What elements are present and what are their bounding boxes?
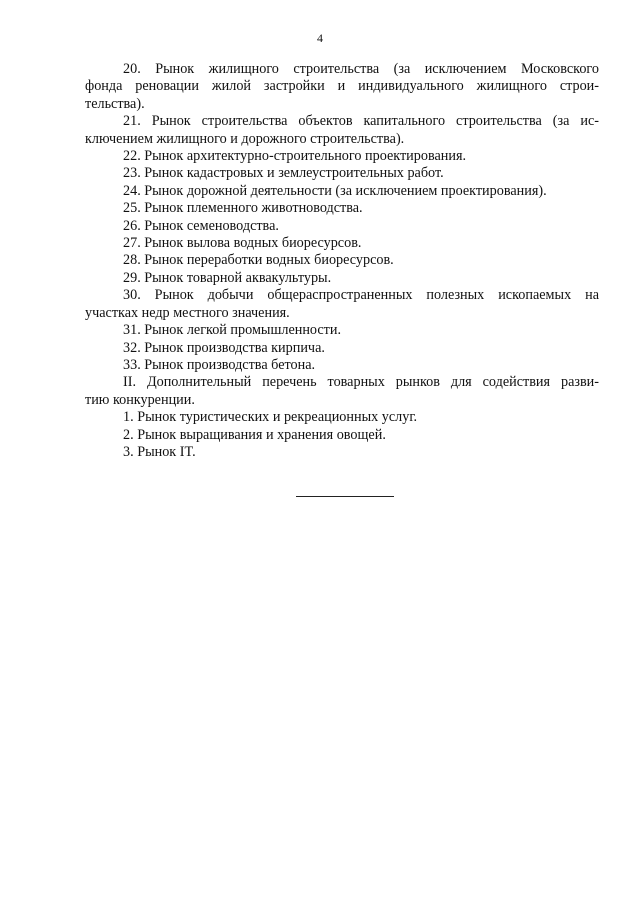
text-line: фонда реновации жилой застройки и индивидуального жилищного строи- [85,78,599,95]
list-item-24 [85,183,599,200]
page-number: 4 [317,31,323,45]
text-line: 2. Рынок выращивания и хранения овощей. [123,426,386,443]
list-item-22 [85,148,599,165]
list-item-33 [85,357,599,374]
list-item-add-3 [85,444,599,461]
text-line: 33. Рынок производства бетона. [123,356,316,373]
text-line: участках недр местного значения. [85,304,290,321]
list-item-31 [85,322,599,339]
text-line: 29. Рынок товарной аквакультуры. [123,269,332,286]
list-item-add-1 [85,409,599,426]
list-item-23 [85,165,599,182]
text-line: 20. Рынок жилищного строительства (за исключением Московского [123,61,599,77]
list-item-26 [85,218,599,235]
text-line: 27. Рынок вылова водных биоресурсов. [123,235,362,252]
list-item-20 [85,61,599,113]
text-line: 21. Рынок строительства объектов капитального строительства (за ис- [123,113,599,130]
text-line: тию конкуренции. [85,391,195,408]
end-of-document-rule [296,496,394,497]
text-line: 24. Рынок дорожной деятельности (за исключением проектирования). [123,182,547,199]
text-line: 31. Рынок легкой промышленности. [123,322,342,339]
document-body [85,61,599,461]
text-line: 26. Рынок семеноводства. [123,217,279,234]
text-line: 32. Рынок производства кирпича. [123,339,325,356]
text-line: 22. Рынок архитектурно-строительного проектирования. [123,148,467,165]
list-item-27 [85,235,599,252]
text-line: тельства). [85,95,145,112]
list-item-32 [85,340,599,357]
list-item-29 [85,270,599,287]
section-heading-ii [85,374,599,409]
text-line: 28. Рынок переработки водных биоресурсов. [123,252,394,269]
text-line: ключением жилищного и дорожного строительства). [85,130,405,147]
text-line: 25. Рынок племенного животноводства. [123,200,363,217]
text-line: 23. Рынок кадастровых и землеустроительных работ. [123,165,444,182]
text-line: II. Дополнительный перечень товарных рынков для содействия разви- [123,374,599,391]
list-item-28 [85,252,599,269]
list-item-21 [85,113,599,148]
text-line: 30. Рынок добычи общераспространенных полезных ископаемых на [123,287,599,304]
list-item-25 [85,200,599,217]
list-item-add-2 [85,427,599,444]
text-line: 3. Рынок IT. [123,443,196,460]
text-line: 1. Рынок туристических и рекреационных услуг. [123,409,418,426]
list-item-30 [85,287,599,322]
